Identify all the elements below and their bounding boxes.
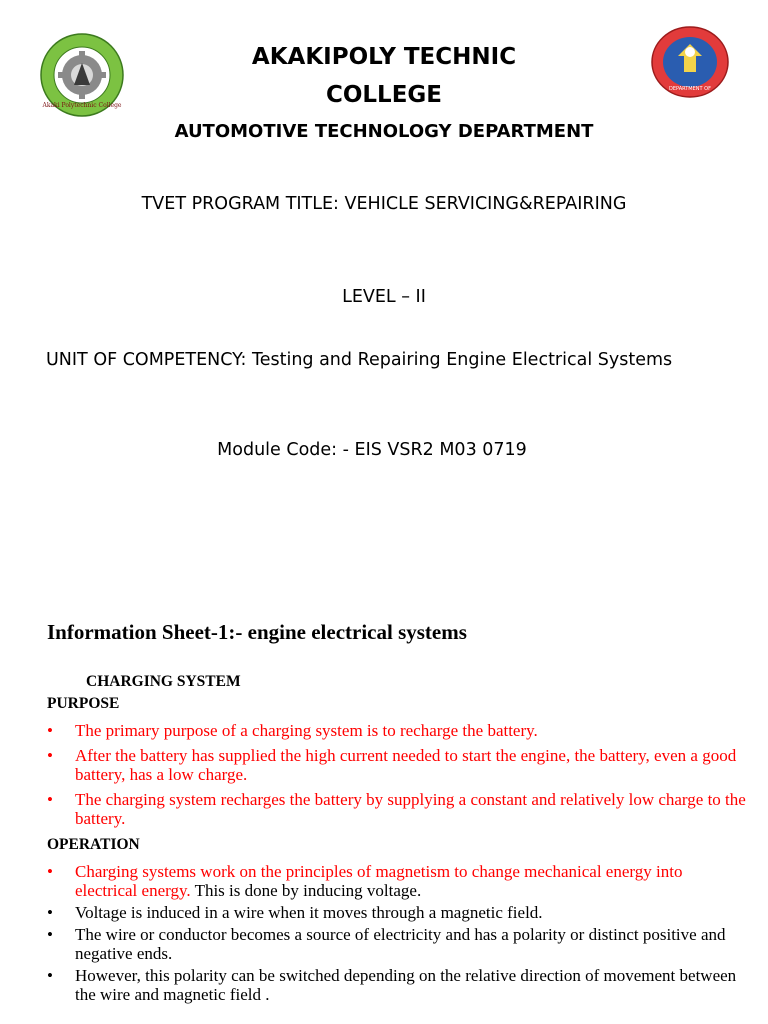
purpose-list	[47, 721, 747, 834]
module-code: Module Code: - EIS VSR2 M03 0719	[217, 440, 527, 460]
bullet-icon: •	[47, 966, 53, 985]
logo-left-caption: Akaki Polytechnic College	[42, 102, 122, 109]
logo-right-caption: DEPARTMENT OF	[669, 86, 711, 92]
operation-list	[47, 862, 747, 1007]
list-item	[47, 721, 747, 740]
program-title: TVET PROGRAM TITLE: VEHICLE SERVICING&REPAIRING	[141, 194, 627, 214]
operation-text: However, this polarity can be switched depending on the relative direction of movement between the wire and magnetic field .	[75, 966, 737, 1004]
purpose-text: The primary purpose of a charging system is to recharge the battery.	[75, 721, 538, 740]
bullet-icon: •	[47, 862, 53, 881]
list-item	[47, 790, 747, 828]
information-sheet-slide	[0, 600, 768, 1024]
bullet-icon: •	[47, 746, 53, 765]
bullet-icon: •	[47, 925, 53, 944]
college-name-line1: AKAKIPOLY TECHNIC	[251, 44, 517, 70]
purpose-text: The charging system recharges the battery by supplying a constant and relatively low charge to the battery.	[75, 790, 746, 828]
list-item	[47, 903, 747, 922]
charging-system-heading: CHARGING SYSTEM	[86, 673, 241, 690]
bullet-icon: •	[47, 790, 53, 809]
level-label: LEVEL – II	[342, 287, 426, 307]
list-item	[47, 925, 747, 963]
list-item	[47, 746, 747, 784]
operation-heading: OPERATION	[47, 836, 140, 853]
purpose-text: After the battery has supplied the high current needed to start the engine, the battery, even a good battery, has a low charge.	[75, 746, 737, 784]
operation-text: Voltage is induced in a wire when it moves through a magnetic field.	[75, 903, 543, 922]
operation-text-black: This is done by inducing voltage.	[190, 881, 422, 900]
operation-text-red: Charging systems work on the principles of magnetism to change mechanical energy into electrical energy.	[75, 862, 683, 900]
bullet-icon: •	[47, 903, 53, 922]
department-title: AUTOMOTIVE TECHNOLOGY DEPARTMENT	[174, 121, 594, 142]
purpose-heading: PURPOSE	[47, 695, 120, 712]
info-sheet-title: Information Sheet-1:- engine electrical systems	[47, 620, 467, 644]
college-name-line2: COLLEGE	[325, 82, 443, 108]
unit-of-competency: UNIT OF COMPETENCY: Testing and Repairing Engine Electrical Systems	[46, 350, 673, 370]
list-item	[47, 862, 747, 900]
bullet-icon: •	[47, 721, 53, 740]
operation-text: The wire or conductor becomes a source of electricity and has a polarity or distinct positive and negative ends.	[75, 925, 726, 963]
list-item	[47, 966, 747, 1004]
